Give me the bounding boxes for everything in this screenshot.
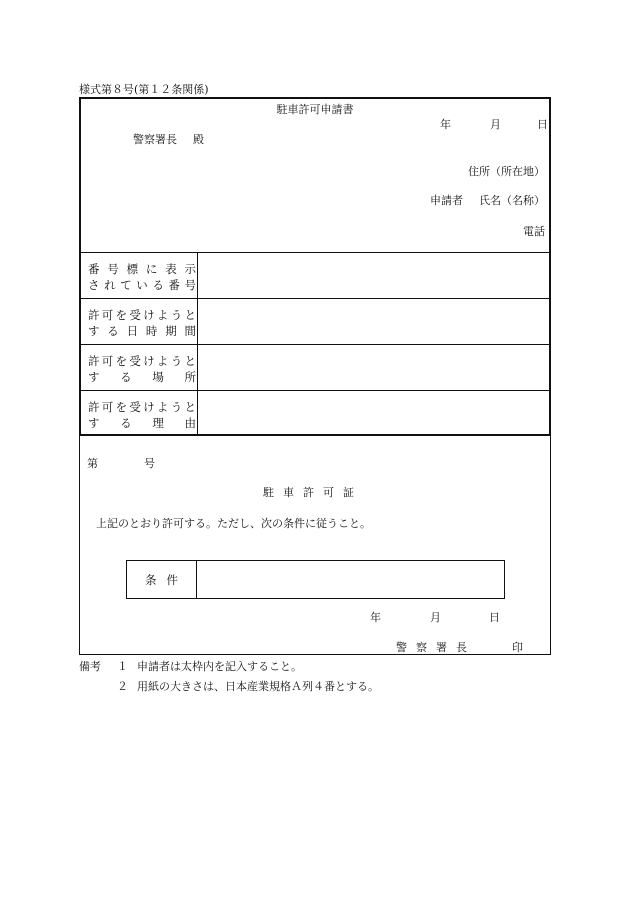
address-label: 住所（所在地）: [468, 165, 545, 178]
permit-title: 駐車許可証: [263, 486, 363, 499]
label-line: 許 可 を 受 け よ う と: [88, 308, 196, 322]
addressee-honorific: 殿: [193, 133, 204, 146]
permit-box: [79, 436, 551, 655]
permit-date-month: 月: [430, 611, 441, 624]
note-text: 申請者は太枠内を記入すること。: [137, 660, 302, 673]
note-text: 用紙の大きさは、日本産業規格Ａ列４番とする。: [137, 680, 379, 693]
application-date-year: 年: [440, 118, 451, 131]
application-date-month: 月: [490, 118, 501, 131]
application-title: 駐車許可申請書: [276, 103, 354, 116]
application-date-day: 日: [537, 118, 548, 131]
reason-field[interactable]: [199, 391, 547, 435]
row-label-period: [88, 307, 196, 339]
note-number: １: [117, 660, 128, 673]
label-line: 許 可 を 受 け よ う と: [88, 400, 196, 414]
note-number: ２: [117, 680, 128, 693]
permit-seal: 印: [512, 641, 523, 654]
conditions-label: 条件: [127, 561, 197, 598]
permit-number-prefix: 第: [87, 457, 98, 470]
conditions-field[interactable]: [198, 561, 504, 598]
row-label-plate-number: [88, 261, 196, 293]
notes-label: 備考: [79, 660, 101, 673]
applicant-label: 申請者: [430, 194, 463, 207]
location-field[interactable]: [199, 345, 547, 389]
row-label-location: [88, 353, 196, 385]
period-field[interactable]: [199, 299, 547, 343]
permit-issuer: 警察署長: [396, 641, 476, 654]
label-line: 許 可 を 受 け よ う と: [88, 354, 196, 368]
label-line: す る 場 所: [88, 370, 196, 384]
conditions-box: [126, 560, 505, 599]
permit-statement: 上記のとおり許可する。ただし、次の条件に従うこと。: [96, 517, 371, 530]
addressee-name: 警察署長: [133, 133, 177, 146]
label-line: す る 日 時 期 間: [88, 324, 196, 338]
permit-date-day: 日: [489, 611, 500, 624]
label-line: さ れ て い る 番 号: [88, 278, 196, 292]
label-line: す る 理 由: [88, 416, 196, 430]
application-box: [79, 97, 551, 436]
plate-number-field[interactable]: [199, 253, 547, 297]
label-line: 番 号 標 に 表 示: [88, 262, 196, 276]
form-header: 様式第８号(第１２条関係): [79, 83, 209, 96]
phone-label: 電話: [523, 225, 545, 238]
permit-date-year: 年: [370, 611, 381, 624]
name-label: 氏名（名称）: [479, 194, 545, 207]
label-column-divider: [197, 252, 198, 436]
permit-number-suffix: 号: [144, 457, 155, 470]
row-label-reason: [88, 399, 196, 431]
